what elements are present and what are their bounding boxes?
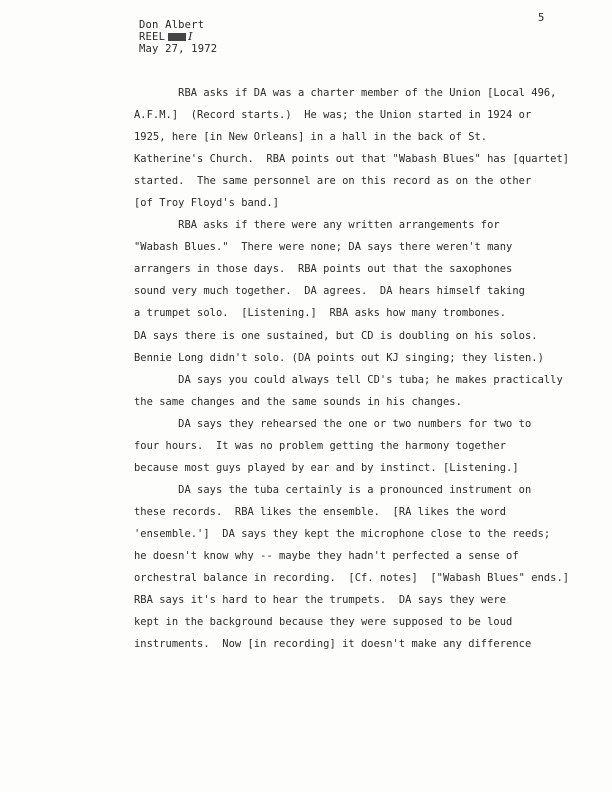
page-number: 5 (538, 12, 545, 24)
transcript-line: four hours. It was no problem getting the harmony together (134, 439, 507, 452)
interview-date: May 27, 1972 (139, 43, 218, 55)
transcript-line: Katherine's Church. RBA points out that "Wabash Blues" has [quartet] (134, 153, 570, 166)
transcript-line: 'ensemble.'] DA says they kept the microphone close to the reeds; (134, 527, 551, 540)
document-header (139, 19, 217, 55)
transcript-line: because most guys played by ear and by instinct. [Listening.] (134, 461, 519, 474)
transcript-line: A.F.M.] (Record starts.) He was; the Union started in 1924 or (134, 109, 532, 122)
transcript-line: RBA asks if there were any written arrangements for (134, 219, 500, 232)
redaction-mark (168, 33, 186, 41)
transcript-line: [of Troy Floyd's band.] (134, 197, 280, 210)
transcript-line: RBA asks if DA was a charter member of the Union [Local 496, (134, 87, 557, 99)
transcript-line: arrangers in those days. RBA points out that the saxophones (134, 263, 513, 276)
transcript-line: 1925, here [in New Orleans] in a hall in the back of St. (134, 131, 488, 144)
transcript-line: Bennie Long didn't solo. (DA points out KJ singing; they listen.) (134, 351, 544, 364)
transcript-line: he doesn't know why -- maybe they hadn't perfected a sense of (134, 549, 519, 562)
transcript-line: started. The same personnel are on this record as on the other (134, 175, 532, 188)
interviewee-name: Don Albert (139, 19, 205, 31)
transcript-line: the same changes and the same sounds in his changes. (134, 395, 462, 408)
transcript-line: instruments. Now [in recording] it doesn't make any difference (134, 638, 532, 651)
transcript-line: a trumpet solo. [Listening.] RBA asks how many trombones. (134, 307, 507, 320)
transcript-line: DA says the tuba certainly is a pronounced instrument on (134, 483, 532, 496)
transcript-line: DA says they rehearsed the one or two numbers for two to (134, 417, 532, 430)
transcript-body (134, 82, 594, 655)
transcript-line: DA says you could always tell CD's tuba; he makes practically (134, 373, 563, 386)
transcript-line: kept in the background because they were supposed to be loud (134, 616, 513, 629)
transcript-line: these records. RBA likes the ensemble. [RA likes the word (134, 505, 507, 518)
reel-number: I (188, 30, 193, 43)
reel-prefix: REEL (139, 31, 166, 43)
transcript-line: sound very much together. DA agrees. DA hears himself taking (134, 285, 525, 298)
transcript-line: orchestral balance in recording. [Cf. notes] ["Wabash Blues" ends.] (134, 572, 570, 585)
transcript-line: DA says there is one sustained, but CD is doubling on his solos. (134, 329, 538, 342)
transcript-line: RBA says it's hard to hear the trumpets. DA says they were (134, 594, 507, 607)
reel-label (139, 31, 217, 43)
transcript-line: "Wabash Blues." There were none; DA says there weren't many (134, 241, 513, 254)
